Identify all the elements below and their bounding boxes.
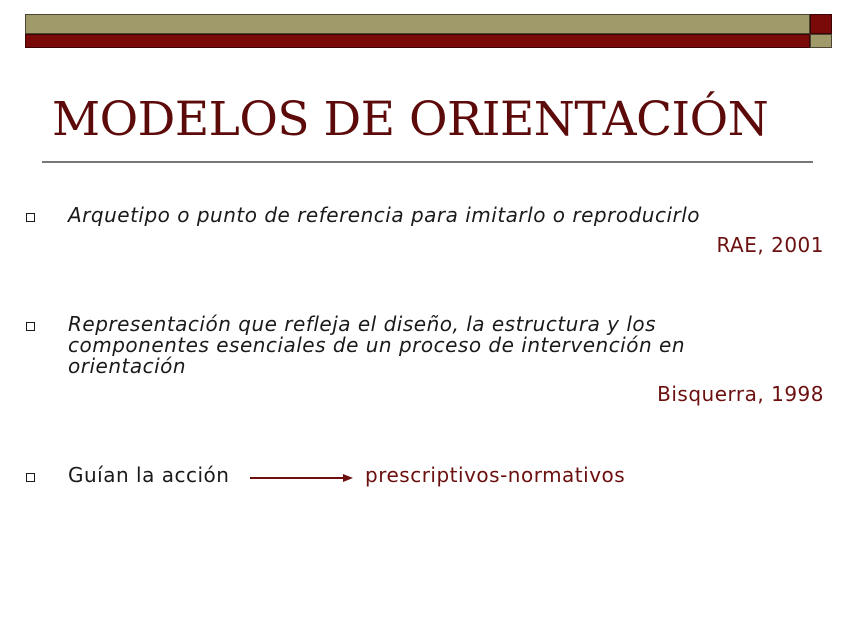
header-square-olive: [810, 34, 832, 48]
title-divider: [42, 161, 813, 163]
header-bar-olive: [25, 14, 810, 34]
citation-rae: RAE, 2001: [716, 233, 824, 257]
right-arrow-icon: [250, 471, 353, 485]
definition-text: Representación que refleja el diseño, la estructura y los componentes esenciales de un proceso de intervención en orientación: [68, 312, 685, 378]
slide-title: MODELOS DE ORIENTACIÓN: [52, 92, 769, 147]
citation-bisquerra: Bisquerra, 1998: [657, 382, 824, 406]
header-square-maroon: [810, 14, 832, 34]
definition-text: Arquetipo o punto de referencia para imitarlo o reproducirlo: [68, 203, 701, 227]
action-text: Guían la acción: [68, 463, 230, 487]
bullet-square-icon: [26, 213, 35, 222]
bullet-square-icon: [26, 322, 35, 331]
header-bar-maroon: [25, 34, 810, 48]
result-text: prescriptivos-normativos: [365, 463, 626, 487]
bullet-square-icon: [26, 473, 35, 482]
